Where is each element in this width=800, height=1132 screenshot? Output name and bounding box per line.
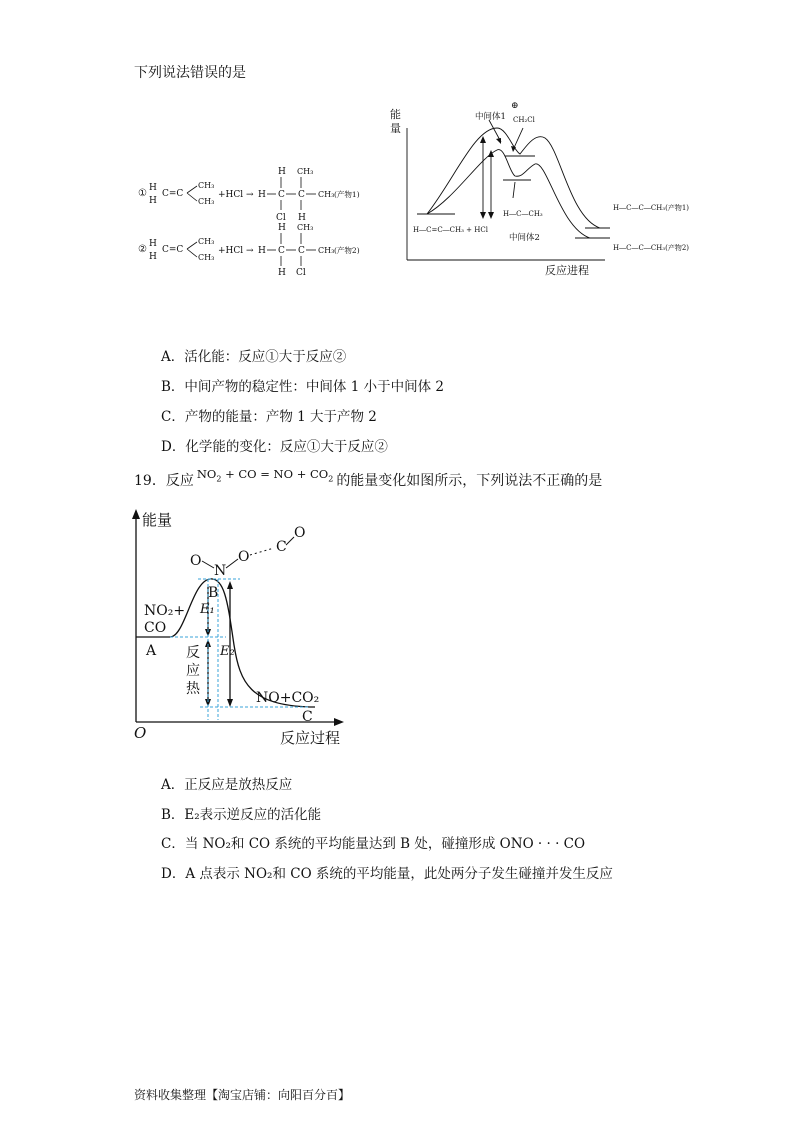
q18-ylabel-1: 能 <box>390 108 401 121</box>
e1-label: E₁ <box>200 602 215 617</box>
svg-text:H: H <box>278 167 286 177</box>
svg-text:CH₃: CH₃ <box>198 253 215 262</box>
q18-reaction-equations <box>134 160 394 280</box>
q18-energy-diagram <box>385 88 705 283</box>
reaction-2-number: ② <box>138 244 147 255</box>
product-1-label: (产物1) <box>334 190 360 199</box>
svg-text:H: H <box>298 213 306 223</box>
svg-text:CH₃: CH₃ <box>297 167 314 176</box>
atom-o2: O <box>238 549 250 565</box>
atom-o3: O <box>294 525 306 541</box>
q18-option-c[interactable]: C．产物的能量：产物 1 大于产物 2 <box>161 409 377 425</box>
carbocation-plus-icon: ⊕ <box>511 101 519 111</box>
product-2-label: (产物2) <box>334 246 360 255</box>
svg-text:H: H <box>278 268 286 278</box>
svg-text:H: H <box>258 246 266 256</box>
svg-text:C=C: C=C <box>162 245 184 255</box>
svg-text:CH₃: CH₃ <box>297 223 314 232</box>
svg-text:+HCl: +HCl <box>218 190 244 200</box>
q19-formula: NO2 + CO = NO + CO2 <box>196 467 334 484</box>
intermediate-1-structure: CH₂Cl <box>513 116 535 124</box>
page-footer: 资料收集整理【淘宝店铺：向阳百分百】 <box>134 1088 351 1102</box>
origin-label: O <box>134 724 147 742</box>
q18-stem: 下列说法错误的是 <box>134 65 246 81</box>
svg-text:→: → <box>246 246 254 256</box>
svg-text:C: C <box>298 190 305 200</box>
svg-text:H: H <box>149 252 157 262</box>
energy-curve <box>136 579 315 707</box>
product-2-structure: H―C―C―CH₃(产物2) <box>613 244 689 252</box>
reactant-label-line1: NO₂+ <box>144 603 186 619</box>
reaction-1-number: ① <box>138 188 147 199</box>
svg-text:CH₃: CH₃ <box>198 181 215 190</box>
reaction-heat-label-2: 应 <box>186 663 200 679</box>
reaction-heat-label-1: 反 <box>186 645 200 661</box>
svg-text:C=C: C=C <box>162 189 184 199</box>
q18-ylabel-2: 量 <box>390 122 401 135</box>
q19-option-b[interactable]: B．E₂表示逆反应的活化能 <box>161 807 322 823</box>
reaction-heat-label-3: 热 <box>186 681 200 697</box>
e2-label: E₂ <box>220 644 235 659</box>
svg-text:C: C <box>298 246 305 256</box>
product-1-structure: H―C―C―CH₃(产物1) <box>613 204 689 212</box>
svg-text:CH₃: CH₃ <box>318 246 335 255</box>
intermediate-1-label: 中间体1 <box>475 112 506 122</box>
svg-text:Cl: Cl <box>296 268 306 278</box>
svg-text:→: → <box>246 190 254 200</box>
svg-text:C: C <box>278 190 285 200</box>
svg-text:H: H <box>278 223 286 233</box>
svg-text:H: H <box>149 196 157 206</box>
q19-ylabel: 能量 <box>142 511 173 529</box>
reactant-label-line2: CO <box>144 620 167 636</box>
atom-n: N <box>214 563 227 579</box>
svg-text:CH₃: CH₃ <box>198 197 215 206</box>
q19-xlabel: 反应过程 <box>280 729 341 747</box>
svg-text:CH₃: CH₃ <box>318 190 335 199</box>
svg-text:C: C <box>278 246 285 256</box>
intermediate-2-label: 中间体2 <box>509 233 540 243</box>
q19-stem <box>134 467 603 490</box>
svg-text:H: H <box>149 239 157 249</box>
svg-text:+HCl: +HCl <box>218 246 244 256</box>
pathway-2-curve <box>427 150 610 238</box>
svg-text:H: H <box>258 190 266 200</box>
svg-text:CH₃: CH₃ <box>198 237 215 246</box>
intermediate-2-structure: H―C―CH₃ <box>503 210 543 218</box>
reactant-structure: H―C=C―CH₃ + HCl <box>413 226 488 234</box>
point-c-label: C <box>302 709 313 725</box>
svg-text:H: H <box>149 183 157 193</box>
q18-xlabel: 反应进程 <box>545 264 589 277</box>
q19-suffix: 的能量变化如图所示，下列说法不正确的是 <box>336 473 603 489</box>
q18-option-a[interactable]: A．活化能：反应①大于反应② <box>161 349 347 365</box>
q19-option-d[interactable]: D．A 点表示 NO₂和 CO 系统的平均能量，此处两分子发生碰撞并发生反应 <box>161 866 613 882</box>
product-label: NO+CO₂ <box>256 690 320 706</box>
svg-text:Cl: Cl <box>276 213 286 223</box>
q19-energy-diagram <box>130 505 360 750</box>
q18-option-b[interactable]: B．中间产物的稳定性：中间体 1 小于中间体 2 <box>161 379 444 395</box>
atom-c: C <box>276 539 287 555</box>
q19-prefix: 19．反应 <box>134 473 194 489</box>
q19-option-c[interactable]: C．当 NO₂和 CO 系统的平均能量达到 B 处，碰撞形成 ONO · · · CO <box>161 836 586 852</box>
point-b-label: B <box>208 585 219 601</box>
atom-o1: O <box>190 553 202 569</box>
q19-option-a[interactable]: A．正反应是放热反应 <box>161 777 293 793</box>
point-a-label: A <box>146 643 157 659</box>
q18-option-d[interactable]: D．化学能的变化：反应①大于反应② <box>161 439 388 455</box>
